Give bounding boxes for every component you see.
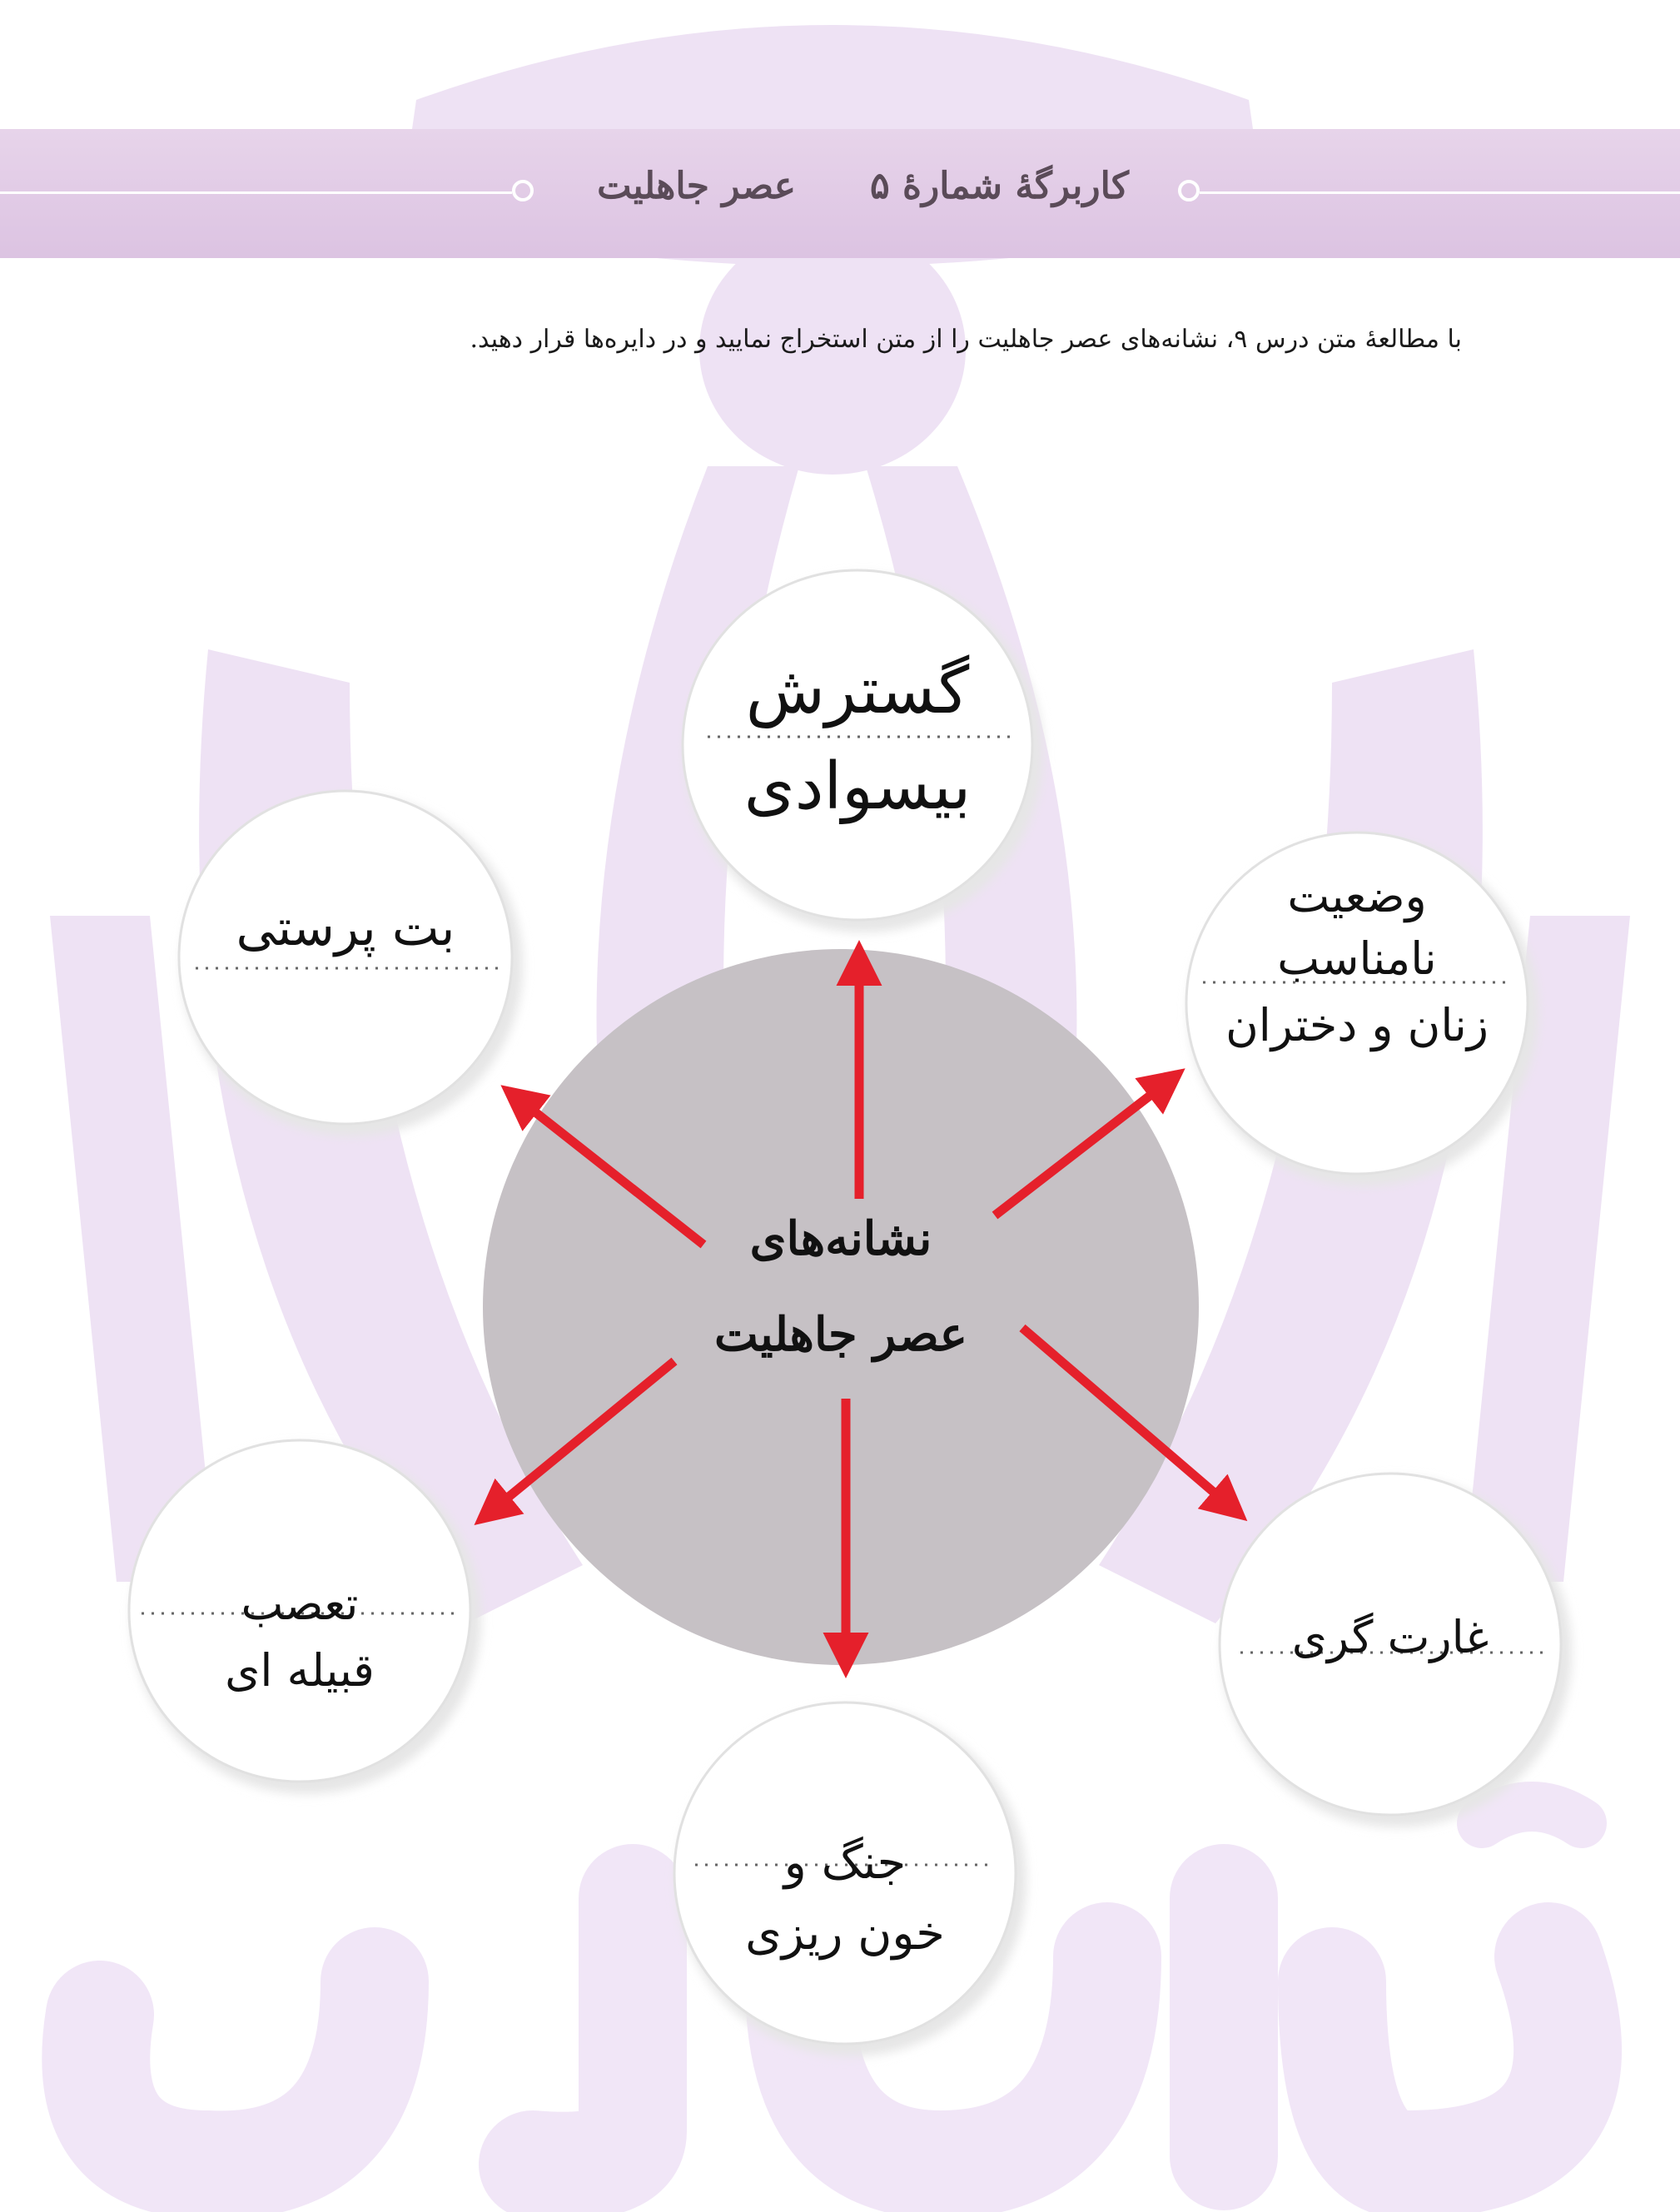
bubble-bottom-line2: خون ریزی [745,1906,945,1961]
bubble-top-right-line2: نامناسب [1277,932,1437,985]
center-title-line2: عصر جاهلیت [713,1307,967,1362]
instruction-text: با مطالعهٔ متن درس ۹، نشانه‌های عصر جاهلیت را از متن استخراج نمایید و در دایره‌ها قرار دهید. [470,325,1462,354]
worksheet-number: کاربرگهٔ شمارهٔ ۵ [870,165,1129,207]
bubble-top-line2: بیسوادی [743,749,972,824]
center-title-line1: نشانه‌های [749,1211,932,1266]
bubble-bottom-left-line1: تعصب [241,1578,359,1630]
bubble-bottom-line1: جنگ و [783,1836,907,1890]
worksheet-topic: عصر جاهلیت [597,165,796,207]
bubble-top-right-line1: وضعیت [1287,870,1427,922]
bubble-top-left-line1: بت پرستی [236,899,455,957]
bubble-top-line1: گسترش [745,654,970,728]
bubble-top-right-line3: زنان و دختران [1225,999,1489,1051]
bubble-bottom-left-line2: قبیله ای [225,1644,375,1697]
bubble-bottom-right-line1: غارت گری [1291,1611,1489,1663]
bubble-top-left [179,791,523,1136]
